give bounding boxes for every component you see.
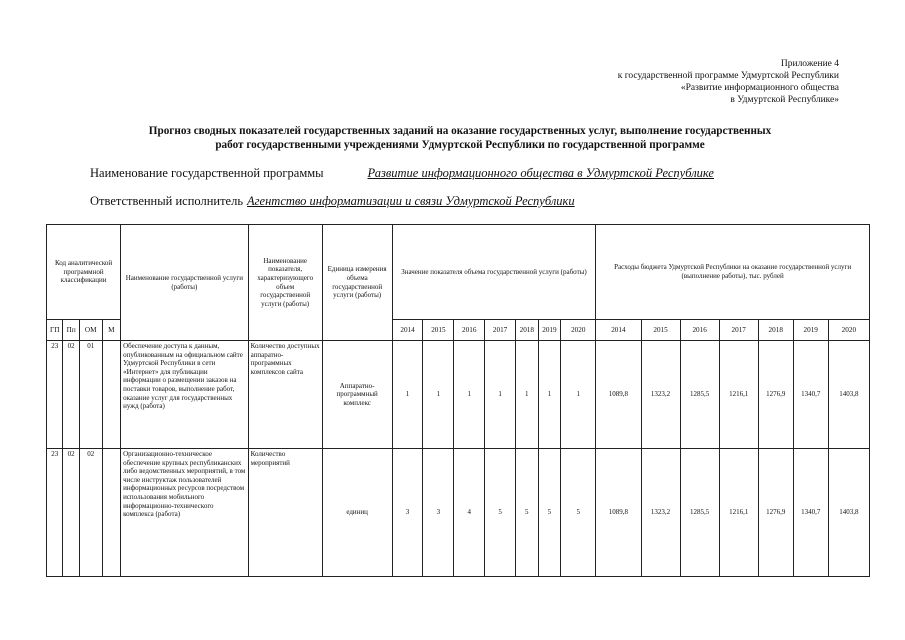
cell-expense: 1285,5: [680, 449, 719, 577]
cell-unit: единиц: [322, 449, 392, 577]
cell-volume: 1: [485, 341, 516, 449]
cell-om: 01: [79, 341, 102, 449]
cell-volume: 3: [392, 449, 423, 577]
cell-m: [102, 341, 121, 449]
cell-m: [102, 449, 121, 577]
cell-expense: 1276,9: [758, 449, 793, 577]
cell-expense: 1323,2: [641, 341, 680, 449]
header-gp: ГП: [47, 320, 63, 341]
cell-indicator: Количество мероприятий: [248, 449, 322, 577]
expense-year: 2016: [680, 320, 719, 341]
volume-year: 2014: [392, 320, 423, 341]
volume-year: 2018: [515, 320, 538, 341]
header-expenses: Расходы бюджета Удмуртской Республики на оказание государственной услуги (выполнение работы), тыс. рублей: [596, 225, 870, 320]
cell-unit: Аппаратно-программный комплекс: [322, 341, 392, 449]
program-value: Развитие информационного общества в Удмуртской Республике: [367, 166, 714, 180]
appendix-line: к государственной программе Удмуртской Республики: [617, 71, 839, 81]
expense-year: 2014: [596, 320, 641, 341]
document-heading: [60, 124, 860, 152]
expense-year: 2019: [793, 320, 828, 341]
cell-service: Организационно-техническое обеспечение крупных республиканских либо ведомственных мероприятий, в том числе инструктаж пользователей информационных ресурсов посредством использования мобильного информационно-технического комплекса (работа): [121, 449, 249, 577]
cell-expense: 1089,8: [596, 341, 641, 449]
cell-indicator: Количество доступных аппаратно-программных комплексов сайта: [248, 341, 322, 449]
cell-expense: 1340,7: [793, 449, 828, 577]
cell-expense: 1216,1: [719, 341, 758, 449]
cell-expense: 1340,7: [793, 341, 828, 449]
volume-year: 2019: [538, 320, 561, 341]
header-code: Код аналитической программной классификации: [47, 225, 121, 320]
cell-pp: 02: [63, 341, 79, 449]
cell-volume: 5: [561, 449, 596, 577]
cell-gp: 23: [47, 341, 63, 449]
header-unit: Единица измерения объема государственной услуги (работы): [322, 225, 392, 341]
header-pp: Пп: [63, 320, 79, 341]
appendix-line: в Удмуртской Республике»: [730, 95, 839, 105]
cell-volume: 3: [423, 449, 454, 577]
expense-year: 2018: [758, 320, 793, 341]
executor-label: Ответственный исполнитель: [90, 194, 244, 208]
cell-expense: 1285,5: [680, 341, 719, 449]
cell-pp: 02: [63, 449, 79, 577]
volume-year: 2016: [454, 320, 485, 341]
volume-year: 2020: [561, 320, 596, 341]
appendix-block: [539, 58, 839, 106]
heading-line: работ государственными учреждениями Удмуртской Республики по государственной программе: [215, 139, 705, 151]
heading-line: Прогноз сводных показателей государственных заданий на оказание государственных услуг, выполнение государственных: [148, 125, 772, 137]
table-row: [47, 449, 870, 577]
cell-gp: 23: [47, 449, 63, 577]
header-volume: Значение показателя объема государственной услуги (работы): [392, 225, 596, 320]
cell-expense: 1403,8: [828, 449, 869, 577]
volume-year: 2015: [423, 320, 454, 341]
cell-om: 02: [79, 449, 102, 577]
executor-value: Агентство информатизации и связи Удмуртской Республики: [247, 194, 575, 208]
header-indicator: Наименование показателя, характеризующего объем государственной услуги (работы): [248, 225, 322, 341]
program-label: Наименование государственной программы: [90, 166, 324, 180]
cell-expense: 1089,8: [596, 449, 641, 577]
executor-line: [90, 194, 575, 209]
cell-volume: 4: [454, 449, 485, 577]
cell-volume: 5: [515, 449, 538, 577]
appendix-line: «Развитие информационного общества: [680, 83, 839, 93]
cell-expense: 1276,9: [758, 341, 793, 449]
cell-volume: 1: [423, 341, 454, 449]
appendix-line: Приложение 4: [780, 59, 839, 69]
cell-expense: 1403,8: [828, 341, 869, 449]
header-service: Наименование государственной услуги (работы): [121, 225, 249, 341]
cell-volume: 1: [561, 341, 596, 449]
cell-volume: 5: [538, 449, 561, 577]
cell-expense: 1216,1: [719, 449, 758, 577]
cell-volume: 1: [392, 341, 423, 449]
header-m: М: [102, 320, 121, 341]
program-line: [90, 166, 714, 181]
cell-volume: 1: [538, 341, 561, 449]
header-om: ОМ: [79, 320, 102, 341]
table-row: [47, 341, 870, 449]
cell-service: Обеспечение доступа к данным, опубликованным на официальном сайте Удмуртской Республики в сети «Интернет» для публикации информации о размещении заказов на поставки товаров, выполнение работ, оказание услуг для государственных нужд (работа): [121, 341, 249, 449]
cell-volume: 1: [454, 341, 485, 449]
cell-volume: 1: [515, 341, 538, 449]
volume-year: 2017: [485, 320, 516, 341]
cell-volume: 5: [485, 449, 516, 577]
expense-year: 2020: [828, 320, 869, 341]
indicators-table: [46, 224, 870, 577]
expense-year: 2017: [719, 320, 758, 341]
expense-year: 2015: [641, 320, 680, 341]
cell-expense: 1323,2: [641, 449, 680, 577]
